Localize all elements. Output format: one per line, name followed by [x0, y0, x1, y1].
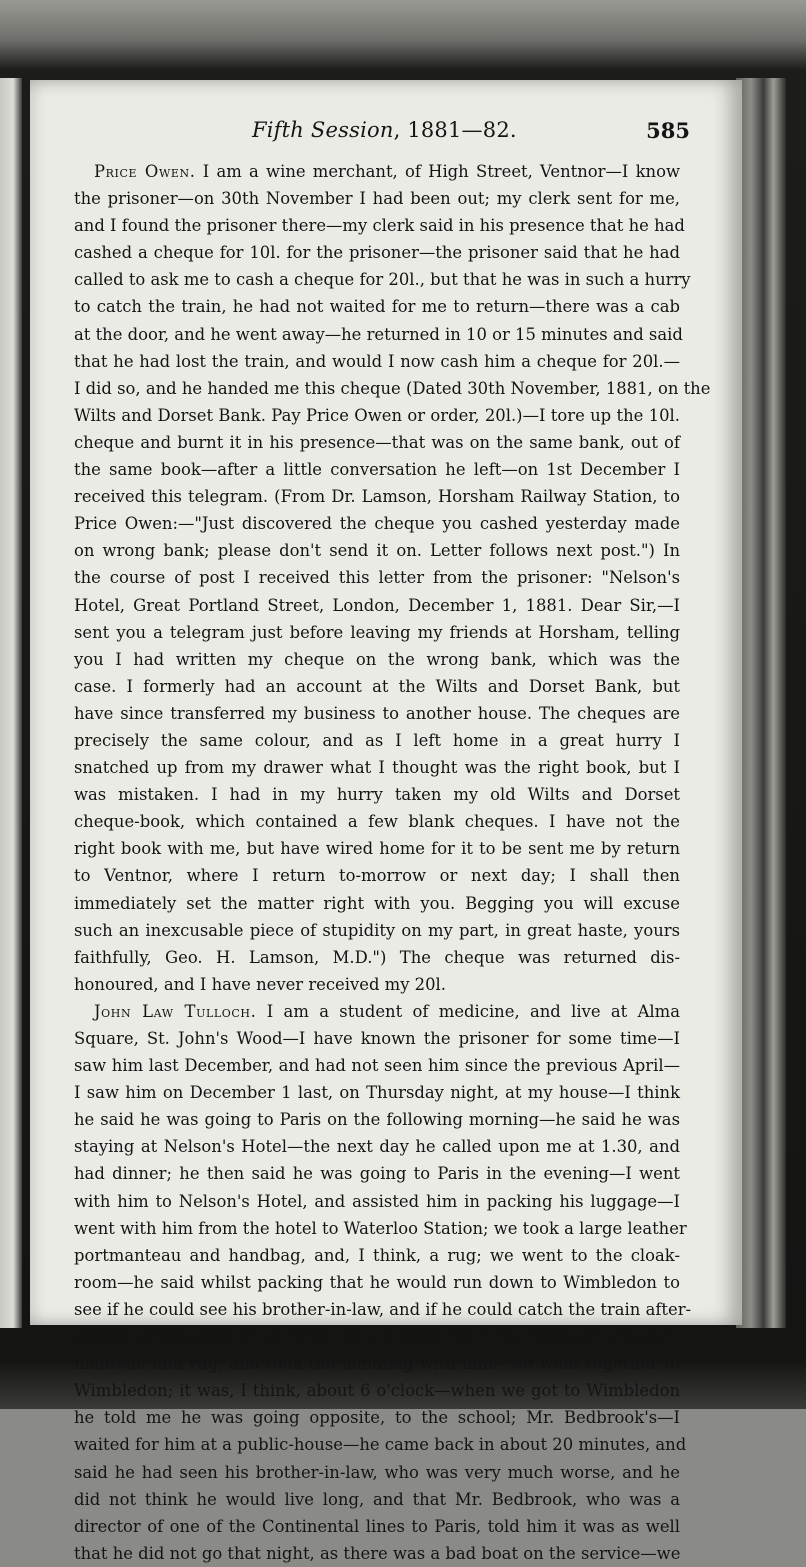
text-line — [74, 158, 680, 185]
line-text: Square, St. John's Wood—I have known the prisoner for some time—I — [74, 1029, 680, 1048]
text-line — [74, 429, 680, 456]
line-text: I am a student of medicine, and live at Alma — [266, 1001, 680, 1021]
line-text: that he had lost the train, and would I now cash him a cheque for 20l.— — [74, 351, 680, 371]
text-line — [74, 1106, 680, 1133]
line-text: cashed a cheque for 10l. for the prisoner—the prisoner said that he had — [74, 243, 680, 263]
text-line — [74, 293, 680, 320]
text-line — [74, 700, 680, 727]
running-head — [252, 118, 517, 142]
text-line — [74, 1269, 680, 1296]
text-line — [74, 1296, 692, 1323]
line-text: saw him last December, and had not seen him since the previous April— — [74, 1056, 680, 1076]
line-text: he said he was going to Paris on the following morning—he said he was — [74, 1110, 680, 1130]
text-line — [74, 1079, 680, 1106]
text-line — [74, 483, 680, 510]
line-text: have since transferred my business to another house. The cheques are — [74, 703, 680, 723]
speaker-name: John Law Tulloch. — [94, 1001, 257, 1021]
line-text: at the door, and he went away—he returned in 10 or 15 minutes and said — [74, 324, 683, 344]
text-line — [74, 998, 680, 1025]
text-line — [74, 835, 680, 862]
text-line — [74, 266, 691, 293]
text-line — [74, 1160, 680, 1187]
text-line — [74, 781, 680, 808]
text-line — [74, 1133, 680, 1160]
transcript-body — [74, 158, 711, 1567]
line-text: honoured, and I have never received my 20l. — [74, 974, 446, 994]
text-line — [74, 971, 680, 998]
text-line — [74, 619, 680, 646]
line-text: the course of post I received this letter from the prisoner: "Nelson's — [74, 568, 680, 588]
line-text: Wimbledon; it was, I think, about 6 o'clock—when we got to Wimbledon — [74, 1381, 680, 1401]
line-text: cheque and burnt it in his presence—that was on the same bank, out of — [74, 432, 680, 452]
line-text: manteau and rug, and took the handbag with him—we went together to — [74, 1354, 680, 1374]
line-text: with him to Nelson's Hotel, and assisted him in packing his luggage—I — [74, 1191, 680, 1211]
text-line — [74, 1486, 680, 1513]
text-line — [74, 1513, 680, 1540]
text-line — [74, 1459, 680, 1486]
line-text: right book with me, but have wired home for it to be sent me by return — [74, 839, 680, 859]
line-text: to catch the train, he had not waited for me to return—there was a cab — [74, 297, 680, 317]
line-text: the prisoner—on 30th November I had been out; my clerk sent for me, — [74, 189, 680, 209]
line-text: called to ask me to cash a cheque for 20l., but that he was in such a hurry — [74, 270, 691, 290]
line-text: I did so, and he handed me this cheque (Dated 30th November, 1881, on the — [74, 378, 711, 398]
text-line — [74, 1242, 680, 1269]
line-text: said he had seen his brother-in-law, who was very much worse, and he — [74, 1462, 680, 1482]
line-text: was mistaken. I had in my hurry taken my old Wilts and Dorset — [74, 785, 680, 805]
facing-page-edge — [0, 78, 22, 1328]
text-line — [74, 212, 685, 239]
line-text: case. I formerly had an account at the Wilts and Dorset Bank, but — [74, 676, 680, 696]
text-line — [74, 1377, 680, 1404]
text-line — [74, 375, 711, 402]
page-stack-edge — [736, 78, 786, 1328]
line-text: to Ventnor, where I return to-morrow or next day; I shall then — [74, 866, 680, 886]
line-text: room—he said whilst packing that he would run down to Wimbledon to — [74, 1272, 680, 1292]
text-line — [74, 646, 680, 673]
line-text: on wrong bank; please don't send it on. Letter follows next post.") In — [74, 541, 680, 561]
line-text: wards he would go on to Paris—at the cloak-room he deposited the port- — [74, 1327, 680, 1347]
line-text: the same book—after a little conversation he left—on 1st December I — [74, 460, 680, 480]
line-text: and I found the prisoner there—my clerk said in his presence that he had — [74, 216, 685, 236]
text-line — [74, 727, 680, 754]
line-text: he told me he was going opposite, to the school; Mr. Bedbrook's—I — [74, 1408, 680, 1428]
text-line — [74, 239, 680, 266]
line-text: immediately set the matter right with you. Begging you will excuse — [74, 893, 680, 913]
line-text: sent you a telegram just before leaving my friends at Horsham, telling — [74, 622, 680, 642]
line-text: went with him from the hotel to Waterloo Station; we took a large leather — [74, 1218, 687, 1238]
text-line — [74, 456, 680, 483]
text-line — [74, 564, 680, 591]
line-text: precisely the same colour, and as I left home in a great hurry I — [74, 730, 680, 750]
book-page — [30, 80, 742, 1563]
line-text: Wilts and Dorset Bank. Pay Price Owen or order, 20l.)—I tore up the 10l. — [74, 405, 680, 425]
text-line — [74, 402, 680, 429]
text-line — [74, 348, 680, 375]
line-text: you I had written my cheque on the wrong bank, which was the — [74, 649, 680, 669]
text-line — [74, 185, 680, 212]
line-text: waited for him at a public-house—he came back in about 20 minutes, and — [74, 1435, 687, 1455]
line-text: received this telegram. (From Dr. Lamson, Horsham Railway Station, to — [74, 487, 680, 507]
speaker-name: Price Owen. — [94, 162, 196, 181]
text-line — [74, 808, 680, 835]
line-text: had dinner; he then said he was going to Paris in the evening—I went — [74, 1164, 680, 1184]
page-number: 585 — [646, 118, 690, 143]
page-header — [30, 118, 742, 148]
text-line — [74, 862, 680, 889]
line-text: director of one of the Continental lines to Paris, told him it was as well — [74, 1516, 680, 1536]
line-text: staying at Nelson's Hotel—the next day he called upon me at 1.30, and — [74, 1137, 680, 1157]
text-line — [74, 917, 680, 944]
line-text: Hotel, Great Portland Street, London, December 1, 1881. Dear Sir,—I — [74, 595, 680, 615]
session-title: Fifth Session — [252, 118, 394, 142]
text-line — [74, 1431, 687, 1458]
text-line — [74, 1323, 680, 1350]
line-text: cheque-book, which contained a few blank cheques. I have not the — [74, 812, 680, 832]
line-text: I saw him on December 1 last, on Thursday night, at my house—I think — [74, 1083, 680, 1103]
text-line — [74, 1404, 680, 1431]
text-line — [74, 1350, 680, 1377]
session-year: , 1881—82. — [393, 118, 517, 142]
text-line — [74, 754, 680, 781]
text-line — [74, 510, 680, 537]
line-text: that he did not go that night, as there was a bad boat on the service—we — [74, 1543, 681, 1563]
text-line — [74, 537, 680, 564]
line-text: such an inexcusable piece of stupidity on my part, in great haste, yours — [74, 920, 680, 940]
text-line — [74, 1025, 680, 1052]
line-text: faithfully, Geo. H. Lamson, M.D.") The cheque was returned dis- — [74, 947, 680, 967]
line-text: snatched up from my drawer what I thought was the right book, but I — [74, 758, 680, 778]
text-line — [74, 1188, 680, 1215]
text-line — [74, 1540, 680, 1567]
line-text: I am a wine merchant, of High Street, Ventnor—I know — [202, 162, 680, 181]
line-text: Price Owen:—"Just discovered the cheque you cashed yesterday made — [74, 514, 680, 534]
line-text: did not think he would live long, and that Mr. Bedbrook, who was a — [74, 1489, 680, 1509]
line-text: see if he could see his brother-in-law, and if he could catch the train after- — [74, 1299, 692, 1319]
text-line — [74, 890, 680, 917]
text-line — [74, 592, 680, 619]
text-line — [74, 673, 680, 700]
text-line — [74, 944, 680, 971]
text-line — [74, 1215, 687, 1242]
text-line — [74, 1052, 680, 1079]
text-line — [74, 321, 683, 348]
line-text: portmanteau and handbag, and, I think, a rug; we went to the cloak- — [74, 1245, 680, 1265]
